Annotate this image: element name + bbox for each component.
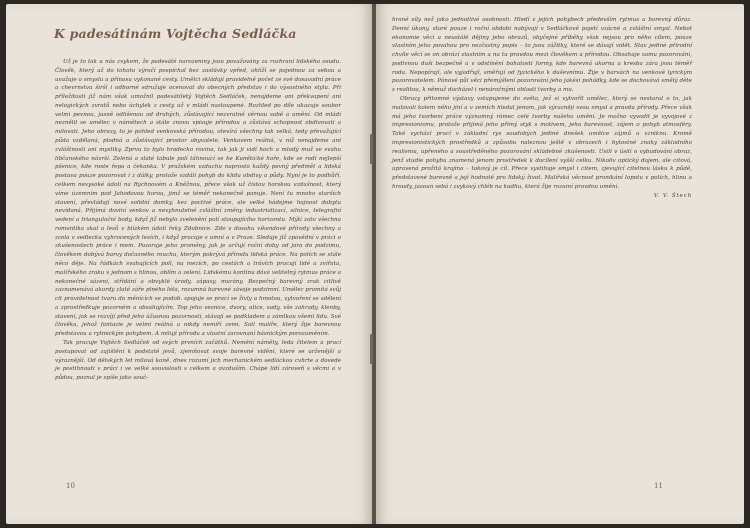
page-number-right: 11 [654, 482, 663, 490]
right-page [376, 4, 744, 524]
right-paragraph-1: hrané síly než jako jednotlivé osobnosti. Hledí v jejich pohybech především rytmus a barevný důraz. Denní úkony, staré pouze i roční obdobi nabývají v Sedláčkově pojetí vzácné a zvláštní smysl. Nebot ekonomie věci a neustálé dějiny jeho obrazů, obyčejné příběhy však nejsou pro něho cílem, pouze vlastním jeho povahou pro nezčastný popis – to jsou zážitky, které se dávají vidět. Stav jediné přírodní chvíle věcí se on obrází vlastním a na tu pravdou mezi člověkem a přírodou. Obsahuje samu pozorování, podivnou duši bezpečně a v odstínění bohatosti formy, kde barevná akorna a kresba zára jsou téměř roda. Nepopírají, ale vyjadřují, směřují od fyzického k duševnímu. Žije v barvách na venkově lyrickým pozorovatelem. Pánové půl věci přemýšlení pozorování jeho jakési pohádky, kde se dochovává smělý děte s realitou, k němuž docházel i nenáročnými oblasti tvorby a mu. [392, 17, 692, 94]
staple-top [370, 134, 373, 164]
left-page [6, 4, 372, 524]
page-number-left: 10 [66, 482, 75, 490]
booklet-spread [6, 4, 744, 524]
right-paragraph-2: Obrazy přitomné výstavy vstupujeme do světa, jež si vytvořil umělec, který se nestaral o to, jak malovali kolem něho jiní a v zemích hledal jenom, jak výrazněji svou smysl a pravdu přírody. Přece však má jeho tvorbení práce významný rámec celé tvorby našeho umění. Je možno vyvodit je vyvojové z impresionismu, protože přijímá jeho přímý styk s motivem, jeho barevnost, zájem o pohyb atmosféry. Také vychází prací v základní rys soudobých jediné dnešek umělce zájmů a vzniknu. Kromě impresionistických prostředků a způsobu naleznou ještě v obrazech i bytostné znaky základního realismu, upřeného a soustředěného pozorování skládebné zkušenosti. Úsilí v úsilí o vybudování obraz, jenž studie pohybu znamená jenom prostředek k docílení vyšší celku. Nikoliv optický dojem, ale citová, upravená prožitá krajina – takový je cíl. Přece vystihuje smysl i citem, zjevující citelnou lásku k půdě, představené barevně a její hodnotě pro lidský život. Malířská věcnost pronikání lopotu v polích, hlinu a hroudy, jasoun sebá i zvykový chléb na kudhu, která žije rozumí pravdou umění. [392, 96, 692, 190]
article-title: K padesátinám Vojtěcha Sedláčka [54, 26, 297, 41]
author-signature: V. V. Štech [653, 192, 692, 199]
left-paragraph-1: Už je to tak u nás zvykem, že padesáté narozeniny jsou považovány za rozhraní lidského osudu. Člověk, který až do tohoto výročí pospíchal bez zastávky vpřed, ohlíží se pojednou za sebou a uvažuje o smyslu a přínosu vykonané cesty. Umělci skládají pravidelně počet ze své dosavadní práce a chevrnstva širší i odborné sdružuje ocenovat do obecných představ i do výsostného stylu. Při příležitosti již nám však umožnil padesátiletý Vojtěch Sedláček, nenajdeme ani překvapení ani nelogických zvratů nebo úchylek z cesty už v mládí nastoupené. Rozhled po díle ukazuje soubor velmi pevnou, jasně odlišenou od druhých, zůstávající nezvratně věrnou sobě a umění. Od mládí neznělil se umělec v námětech a stále znovu vpisuje přírodou a zůstává schopnost obdivovati a milovati. Jeho obrazy, to je pohled venkovská přírodou, otevírá všechny tak velká, tedy převažující půda vzdělaná, plodná a zůstávající prostor obyvatele. Venkovem reálná, v níž nenajdeme ani zvláštnosti ani mystiky. Zprvu to bylo hradecko rovina, tak jak ji vidí hoch a mladý muž se svahu libčanského návrší. Zelená a slaté tabule polí táhnoucí se ke Kunětické hoře, kde se rodí nejlepší pšenice, kde roste řepa a čekanka. V pražském vzduchu naprosto každý pevný předmět a lidská postava pouze pozorovat i z dálky, protože vzdálí pohyb do klidu obdivy a půdy. Nyní je to podhůří, celkem nevysoké údolí na Rychnovém a Kněžnou, přece však už čistou horskou vzdušnost, který víme územním pod Jahodovou horou, jimž se téměř nekonečně panuje. Není tu mnoho starších stavení, převládají nové solidní domky, kez poctivé práce, ale velké hádejme hojnost dobytu nevídaná. Přijímá doviní venkov a nevyhnutelné zvláštní změny industrializací, silnice, telegrafní vedení a triangulační body, když již nebylo zvelenění polí stoupajícího horizontu. Mýtí zato všechna romantika skal a lesů v blízkém údolí řeky Zdobnice. Zde v dosahu víkendové přírody všechny a zcela v sedlecku vyhrocených lesích, i když pracuje s umní a v Praze. Sleduje již zpovědní v práci o zkušenostech práce i mem. Pozoruje jeho proměny, jak je určují roční doby od jara do podzimu, člověkem dobývá barvy dočasného rouchu, kterým pokrývá přírodu lidská práce. Na polích se stále něco děje. Na řádkách svahujících polí, na mezích, po cestách a trávích pracují lidé a zvířata, malířského zraku v jednom s hlinou, oblím a zelení. Lidskému kontinu dává velitelný rytmus práce a nekonečné sázení, střídání a obvyklé úrody, zápasy, murány. Bezpečný barevný zrak citlivě zaznamenává akordy zlaté záře plného léta, rozumná barevné závoje podzimní. Umělec promítá svůj cit pravidelnost tvaru do měnících se podob. spojuje se prací se živly a hmotou, vytvoření se sdělení a zprostředkuje pozorném a obsahujícím. Top jeho vesnice, dvory, ulice, sady, vše zahrady, klenby, stavení, jak se rozvíjí před jeho úžasnou pozorností, stávají se podkladem a zámlkou všemi lidu. Své člověka, jehož fantazie je velmi reálná a nikdy nemíří zemi. Soil malíře, který žije barevnou představou a rytmickým pohybem. A milují přírodu a vlastní zarovnaní básnickým porozuměním. [55, 59, 341, 338]
staple-bottom [370, 334, 373, 364]
right-body-text [392, 16, 692, 200]
left-body-text [55, 58, 341, 383]
left-paragraph-2: Tak pracuje Vojtěch Sedláček od svých prvních začátků. Nemění náměty, leda čitelem a prací postupovat od zajištění k podstatě jevů, zjemňovat svoje barevné vidění, které se urženější a výraznější. Od dětských let milová koně, dnes rozumí jich mechanickém sedláckou cvhrte a dovede je postihnouti v práci i ve velké souvislosti s celkem a ovzduším. Chápe lidí zároveň s věcmi a v půdou, poznal je spíše jako souč- [55, 340, 341, 382]
